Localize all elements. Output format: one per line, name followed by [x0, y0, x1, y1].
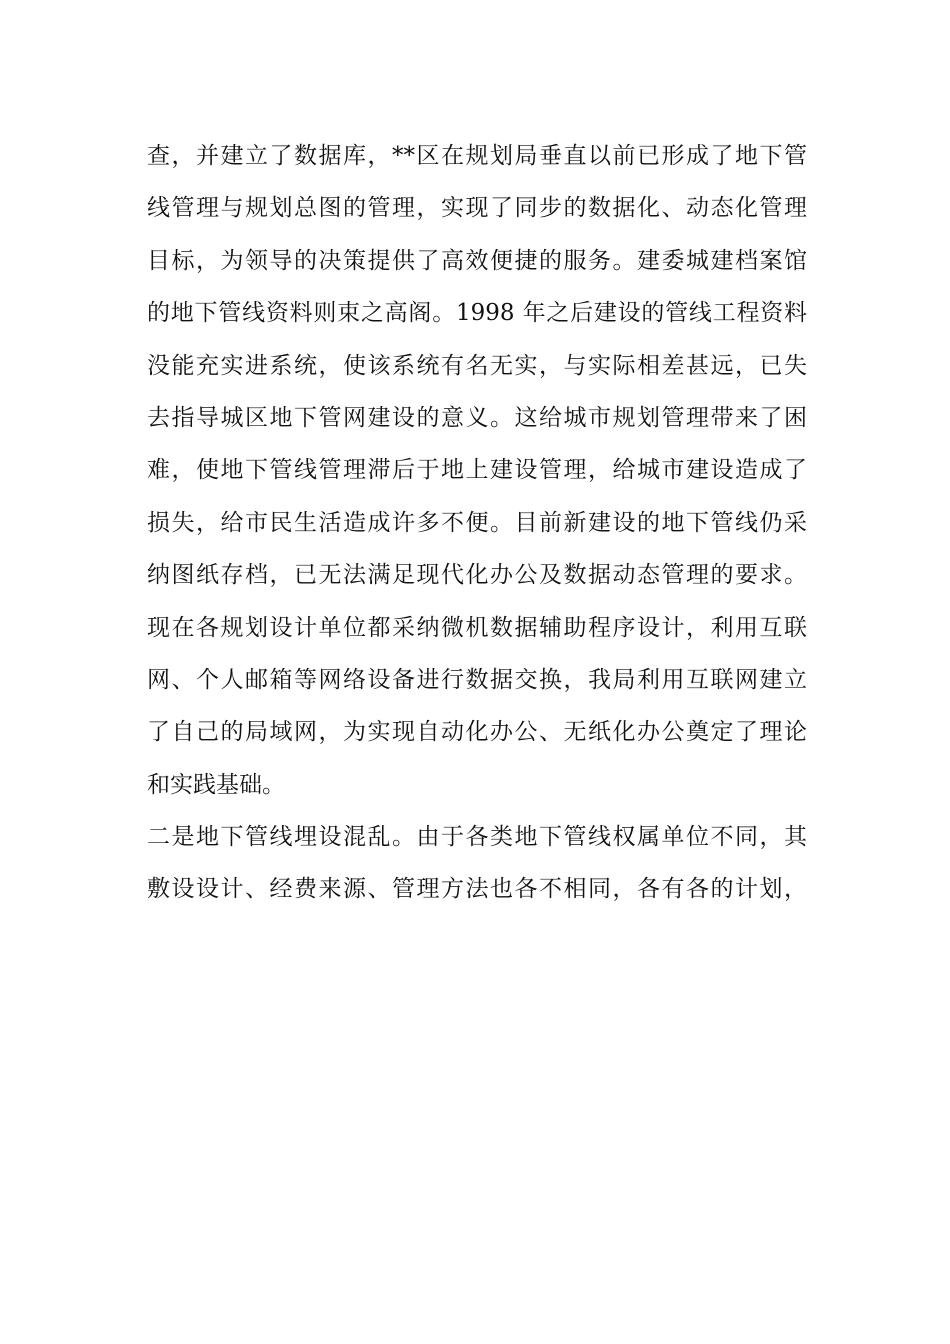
paragraph-end-line: 和实践基础。 — [147, 771, 285, 798]
text-line: 没能充实进系统，使该系统有名无实，与实际相差甚远，已失 — [147, 352, 807, 379]
text-line: 的地下管线资料则束之高阁。1998 年之后建设的管线工程资料 — [147, 300, 807, 327]
text-line: 现在各规划设计单位都采纳微机数据辅助程序设计，利用互联 — [147, 614, 807, 641]
text-line: 难，使地下管线管理滞后于地上建设管理，给城市建设造成了 — [147, 457, 807, 484]
text-line: 了自己的局域网，为实现自动化办公、无纸化办公奠定了理论 — [147, 719, 807, 746]
text-line: 二是地下管线埋设混乱。由于各类地下管线权属单位不同，其 — [147, 824, 807, 851]
text-line: 网、个人邮箱等网络设备进行数据交换，我局利用互联网建立 — [147, 666, 807, 693]
text-line: 损失，给市民生活造成许多不便。目前新建设的地下管线仍采 — [147, 509, 807, 536]
text-line: 查，并建立了数据库，**区在规划局垂直以前已形成了地下管 — [147, 143, 807, 169]
text-line: 纳图纸存档，已无法满足现代化办公及数据动态管理的要求。 — [147, 562, 807, 589]
text-line: 目标，为领导的决策提供了高效便捷的服务。建委城建档案馆 — [147, 247, 807, 274]
text-line: 敷设设计、经费来源、管理方法也各不相同，各有各的计划， — [147, 876, 807, 903]
text-line: 线管理与规划总图的管理，实现了同步的数据化、动态化管理 — [147, 195, 807, 222]
text-line: 去指导城区地下管网建设的意义。这给城市规划管理带来了困 — [147, 404, 807, 431]
body-text — [147, 130, 807, 916]
